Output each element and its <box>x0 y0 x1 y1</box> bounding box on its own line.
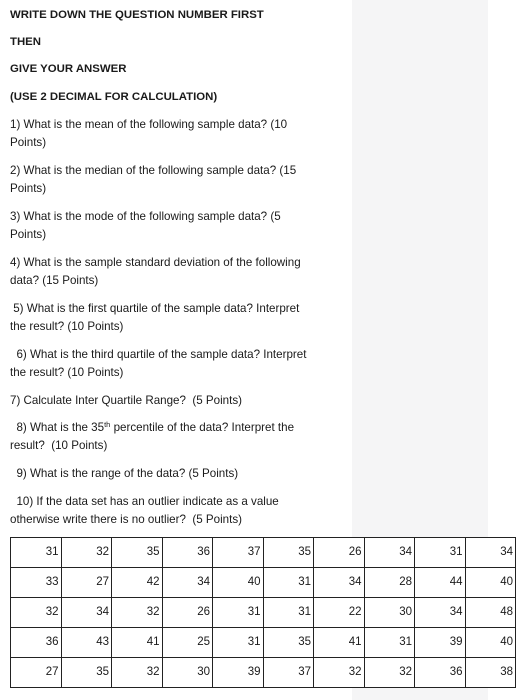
table-cell: 37 <box>213 538 264 568</box>
sample-data-table-wrapper <box>10 537 513 688</box>
heading-then: THEN <box>10 36 42 48</box>
question-2-line-1: 2) What is the median of the following sample data? (15 <box>10 164 297 177</box>
question-4-line-2: data? (15 Points) <box>10 274 99 287</box>
table-cell: 32 <box>112 598 163 628</box>
table-cell: 31 <box>415 538 466 568</box>
table-cell: 32 <box>314 658 365 688</box>
table-cell: 40 <box>465 628 516 658</box>
question-6-line-2: the result? (10 Points) <box>10 366 124 379</box>
question-3-line-2: Points) <box>10 228 47 241</box>
table-cell: 40 <box>465 568 516 598</box>
table-cell: 28 <box>364 568 415 598</box>
table-cell: 39 <box>213 658 264 688</box>
table-cell: 27 <box>11 658 62 688</box>
table-cell: 34 <box>314 568 365 598</box>
question-5-line-1: 5) What is the first quartile of the sample data? Interpret <box>10 302 300 315</box>
table-cell: 30 <box>162 658 213 688</box>
table-row <box>11 538 516 568</box>
table-cell: 44 <box>415 568 466 598</box>
question-10-line-1: 10) If the data set has an outlier indicate as a value <box>10 495 279 508</box>
question-8-text-start: 8) What is the 35 <box>10 421 105 434</box>
table-cell: 30 <box>364 598 415 628</box>
table-cell: 42 <box>112 568 163 598</box>
table-cell: 32 <box>11 598 62 628</box>
question-5-line-2: the result? (10 Points) <box>10 320 124 333</box>
question-8-superscript: th <box>104 420 111 429</box>
question-7-line-1: 7) Calculate Inter Quartile Range? (5 Points) <box>10 394 242 407</box>
table-row <box>11 568 516 598</box>
question-4-line-1: 4) What is the sample standard deviation of the following <box>10 256 301 269</box>
question-8-line-1 <box>10 419 345 437</box>
table-cell: 25 <box>162 628 213 658</box>
question-6-line-1: 6) What is the third quartile of the sample data? Interpret <box>10 348 307 361</box>
heading-give-answer: GIVE YOUR ANSWER <box>10 63 127 75</box>
table-cell: 38 <box>465 658 516 688</box>
table-cell: 33 <box>11 568 62 598</box>
question-2-line-2: Points) <box>10 182 47 195</box>
question-9-line-1: 9) What is the range of the data? (5 Points) <box>10 467 239 480</box>
sample-data-table <box>10 537 516 688</box>
table-row <box>11 598 516 628</box>
table-cell: 48 <box>465 598 516 628</box>
table-cell: 27 <box>61 568 112 598</box>
table-cell: 34 <box>61 598 112 628</box>
heading-decimal-note: (USE 2 DECIMAL FOR CALCULATION) <box>10 91 218 103</box>
table-cell: 32 <box>61 538 112 568</box>
table-cell: 39 <box>415 628 466 658</box>
table-cell: 34 <box>162 568 213 598</box>
table-cell: 34 <box>364 538 415 568</box>
table-cell: 36 <box>162 538 213 568</box>
table-cell: 43 <box>61 628 112 658</box>
table-cell: 31 <box>364 628 415 658</box>
table-cell: 41 <box>112 628 163 658</box>
heading-question-number: WRITE DOWN THE QUESTION NUMBER FIRST <box>10 9 264 21</box>
table-cell: 26 <box>162 598 213 628</box>
table-cell: 26 <box>314 538 365 568</box>
table-cell: 31 <box>213 628 264 658</box>
table-cell: 36 <box>415 658 466 688</box>
table-cell: 35 <box>61 658 112 688</box>
table-cell: 31 <box>263 598 314 628</box>
question-10-line-2: otherwise write there is no outlier? (5 Points) <box>10 513 242 526</box>
table-cell: 37 <box>263 658 314 688</box>
table-cell: 36 <box>11 628 62 658</box>
table-cell: 31 <box>263 568 314 598</box>
question-8-line-2: result? (10 Points) <box>10 439 108 452</box>
question-8-text-end: percentile of the data? Interpret the <box>110 421 295 434</box>
question-1-line-1: 1) What is the mean of the following sample data? (10 <box>10 118 288 131</box>
table-cell: 41 <box>314 628 365 658</box>
table-cell: 35 <box>263 628 314 658</box>
table-cell: 40 <box>213 568 264 598</box>
question-1-line-2: Points) <box>10 136 47 149</box>
table-cell: 31 <box>11 538 62 568</box>
table-cell: 32 <box>112 658 163 688</box>
table-cell: 35 <box>263 538 314 568</box>
table-cell: 35 <box>112 538 163 568</box>
table-row <box>11 628 516 658</box>
table-cell: 32 <box>364 658 415 688</box>
table-cell: 22 <box>314 598 365 628</box>
table-row <box>11 658 516 688</box>
question-3-line-1: 3) What is the mode of the following sample data? (5 <box>10 210 281 223</box>
table-cell: 34 <box>415 598 466 628</box>
table-cell: 31 <box>213 598 264 628</box>
table-cell: 34 <box>465 538 516 568</box>
